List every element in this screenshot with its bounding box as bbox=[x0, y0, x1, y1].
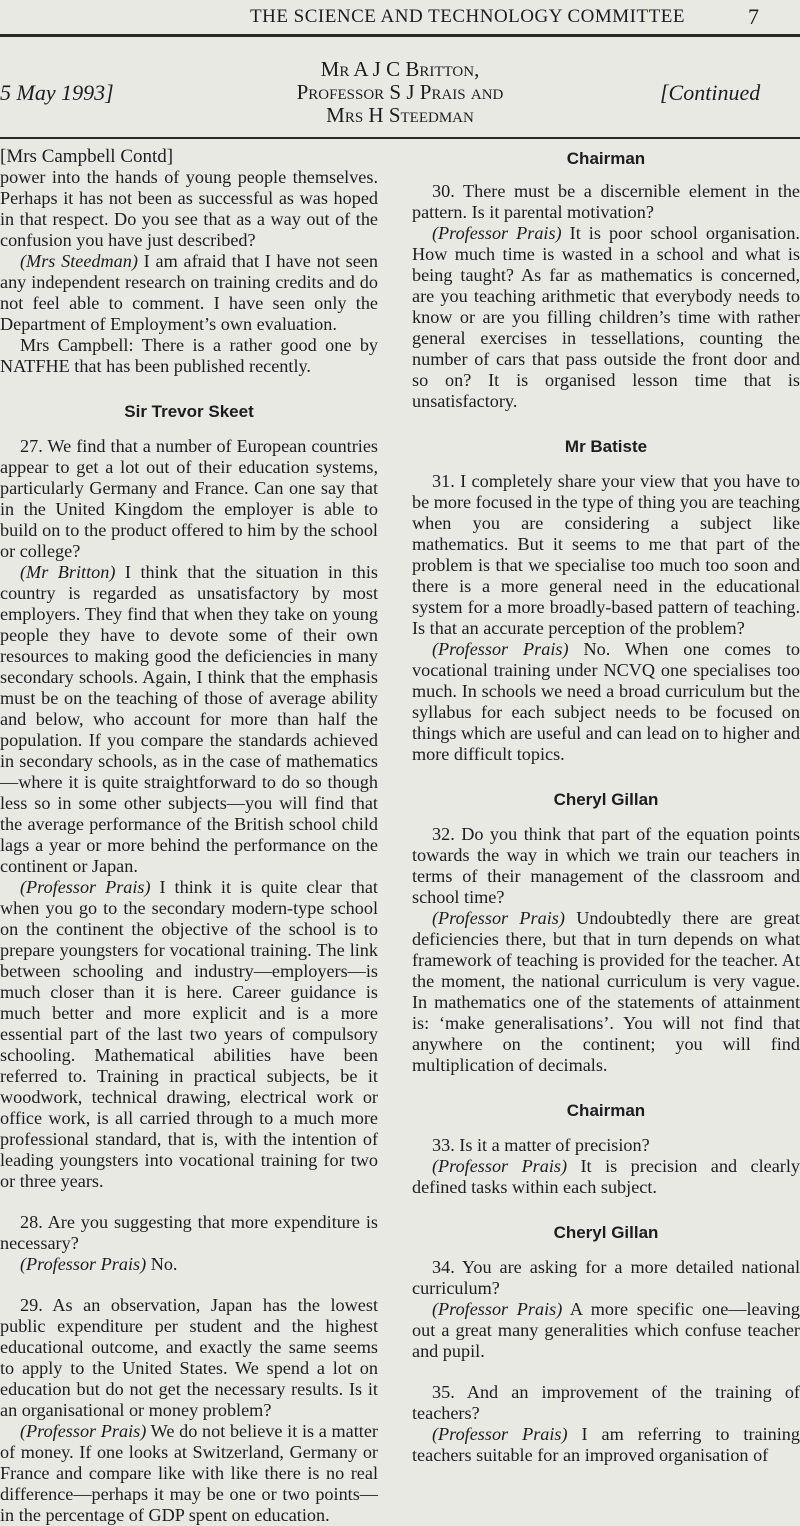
question-28: 28. Are you suggesting that more expenditure is necessary? bbox=[0, 1212, 378, 1253]
question-34: 34. You are asking for a more detailed national curriculum? bbox=[412, 1257, 800, 1298]
speaker-heading-gillan: Cheryl Gillan bbox=[553, 790, 659, 809]
speaker-heading-chairman: Chairman bbox=[566, 1101, 646, 1120]
question-33: 33. Is it a matter of precision? bbox=[432, 1135, 650, 1155]
answer-29: (Professor Prais) We do not believe it is a matter of money. If one looks at Switzerland, Germany or France and compare like with like there is no real difference—perhaps it may be one or two points—in the percentage of GDP spent on education. bbox=[0, 1421, 378, 1525]
left-column bbox=[0, 146, 378, 1526]
speaker-tag: (Professor Prais) bbox=[432, 1424, 568, 1444]
speaker-tag: (Professor Prais) bbox=[20, 1254, 147, 1274]
session-date: 5 May 1993] bbox=[0, 80, 114, 105]
witness-list bbox=[290, 58, 510, 127]
continued-marker: [Continued bbox=[660, 80, 761, 105]
speaker-heading-chairman: Chairman bbox=[566, 149, 646, 168]
speaker-tag: Mrs Campbell: bbox=[20, 335, 134, 355]
speaker-tag: (Professor Prais) bbox=[432, 1156, 568, 1176]
right-column bbox=[412, 148, 800, 1466]
header-rule bbox=[0, 34, 800, 37]
page-number: 7 bbox=[748, 4, 759, 29]
witness-steedman: Mrs H Steedman bbox=[326, 103, 474, 127]
speaker-tag: (Professor Prais) bbox=[432, 639, 569, 659]
running-header bbox=[0, 6, 800, 32]
continued-speaker-heading: [Mrs Campbell Contd] bbox=[0, 146, 174, 167]
speaker-tag: (Professor Prais) bbox=[20, 877, 151, 897]
speaker-tag: (Professor Prais) bbox=[432, 223, 562, 243]
question-31: 31. I completely share your view that you have to be more focused in the type of thing you are teaching when you are considering a subject like mathematics. But it seems to me that part of the problem is that we specialise too much too soon and there is a more general need in the educational system for a more broadly-based pattern of teaching. Is that an accurate perception of the problem? bbox=[412, 471, 800, 638]
question-35: 35. And an improvement of the training of teachers? bbox=[412, 1382, 800, 1423]
speaker-tag: (Professor Prais) bbox=[432, 1299, 563, 1319]
paragraph: power into the hands of young people themselves. Perhaps it has not been as successful as was hoped in that respect. Do you see that as a way out of the confusion you have just described? bbox=[0, 167, 378, 250]
remark-paragraph: Mrs Campbell: There is a rather good one by NATFHE that has been published recently. bbox=[0, 335, 379, 376]
answer-27-britton: (Mr Britton) I think that the situation in this country is regarded as unsatisfactory by most employers. They find that when they take on young people they have to devote some of their own resources to making good the deficiencies in many secondary schools. Again, I think that the emphasis must be on the teaching of those of average ability and below, who account for more than half the population. If you compare the standards achieved in secondary schools, as in the case of mathematics—where it is quite straightforward to do so though less so in some other subjects—you will find that the average performance of the British school child lags a year or more behind the performance on the continent or Japan. bbox=[0, 562, 378, 876]
speaker-tag: (Professor Prais) bbox=[20, 1421, 147, 1441]
witness-masthead bbox=[0, 58, 800, 128]
speaker-heading-skeet: Sir Trevor Skeet bbox=[124, 402, 254, 421]
question-30: 30. There must be a discernible element in the pattern. Is it parental motivation? bbox=[412, 181, 800, 222]
speaker-tag: (Mrs Steedman) bbox=[20, 251, 138, 271]
answer-33: (Professor Prais) It is precision and clearly defined tasks within each subject. bbox=[412, 1156, 800, 1197]
speaker-tag: (Professor Prais) bbox=[432, 908, 565, 928]
speaker-tag: (Mr Britton) bbox=[20, 562, 116, 582]
question-27: 27. We find that a number of European countries appear to get a lot out of their education systems, particularly Germany and France. Can one say that in the United Kingdom the employer is able to build on to the product offered to him by the school or college? bbox=[0, 436, 378, 561]
answer-32: (Professor Prais) Undoubtedly there are great deficiencies there, but that in turn depends on what framework of teaching is provided for the teacher. At the moment, the national curriculum is very vague. In mathematics one of the statements of attainment is: ‘make generalisations’. You will not find that anywhere on the continent; you will find multiplication of decimals. bbox=[412, 908, 800, 1075]
question-32: 32. Do you think that part of the equation points towards the way in which we train our teachers in terms of their management of the classroom and school time? bbox=[412, 824, 800, 907]
answer-34: (Professor Prais) A more specific one—leaving out a great many generalities which confuse teacher and pupil. bbox=[412, 1299, 800, 1361]
answer-paragraph: (Mrs Steedman) I am afraid that I have not seen any independent research on training credits and do not feel able to comment. I have seen only the Department of Employment’s own evaluation. bbox=[0, 251, 378, 334]
question-29: 29. As an observation, Japan has the lowest public expenditure per student and the highest educational outcome, and exactly the same seems to apply to the United States. We spend a lot on education but do not get the necessary results. Is it an organisational or money problem? bbox=[0, 1295, 378, 1420]
masthead-rule bbox=[0, 137, 800, 139]
committee-title: THE SCIENCE AND TECHNOLOGY COMMITTEE bbox=[250, 6, 685, 27]
speaker-heading-batiste: Mr Batiste bbox=[564, 437, 648, 456]
answer-27-prais: (Professor Prais) I think it is quite clear that when you go to the secondary modern-type school on the continent the objective of the school is to prepare youngsters for vocational training. The link between schooling and industry—employers—is much closer than it is here. Career guidance is much better and more explicit and is a more essential part of the last two years of compulsory schooling. Mathematical abilities have been referred to. Training in practical subjects, be it woodwork, technical drawing, electrical work or office work, is all carried through to a much more professional standard, that is, with the intention of leading youngsters into vocational training for two or three years. bbox=[0, 877, 378, 1191]
speaker-heading-gillan: Cheryl Gillan bbox=[553, 1223, 659, 1242]
answer-30: (Professor Prais) It is poor school organisation. How much time is wasted in a school and what is being taught? As far as mathematics is concerned, are you teaching arithmetic that everybody needs to know or are you filling children’s time with rather general exercises in tessellations, counting the number of cars that pass outside the front door and so on? It is organised lesson time that is unsatisfactory. bbox=[412, 223, 800, 411]
answer-28: (Professor Prais) No. bbox=[20, 1254, 178, 1274]
witness-britton: Mr A J C Britton, bbox=[320, 57, 480, 81]
answer-31: (Professor Prais) No. When one comes to vocational training under NCVQ one specialises too much. In schools we need a broad curriculum but the syllabus for each subject needs to be focused on things which are useful and can lead on to higher and more difficult topics. bbox=[412, 639, 800, 764]
witness-prais: Professor S J Prais and bbox=[296, 80, 504, 104]
answer-35: (Professor Prais) I am referring to training teachers suitable for an improved organisation of bbox=[412, 1424, 800, 1465]
